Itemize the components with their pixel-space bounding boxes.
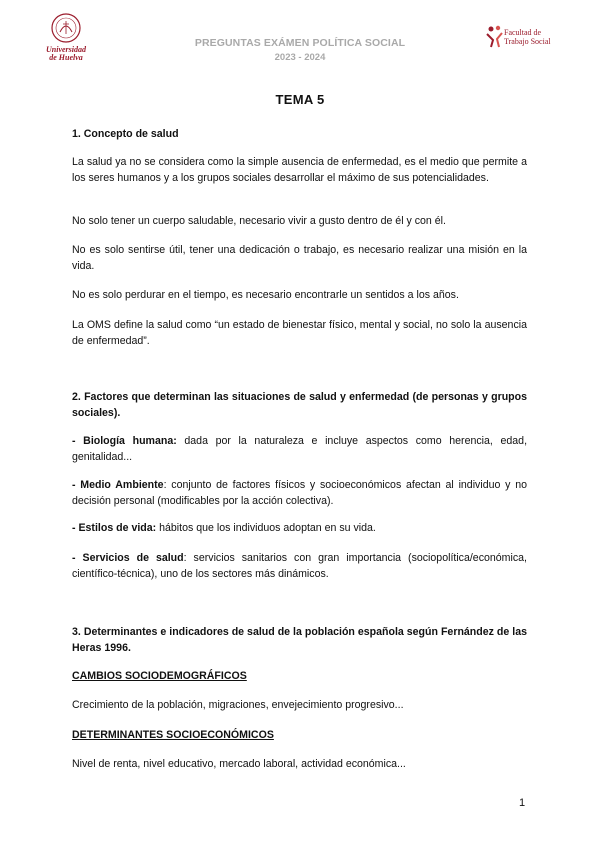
factor-item <box>72 550 527 582</box>
section-1-heading: 1. Concepto de salud <box>72 128 179 140</box>
section-1-paragraph: No es solo sentirse útil, tener una dedicación o trabajo, es necesario realizar una misión en la vida. <box>72 244 527 272</box>
section-2-heading: 2. Factores que determinan las situaciones de salud y enfermedad (de personas y grupos sociales). <box>72 391 527 419</box>
university-seal-icon <box>40 12 92 46</box>
section-3-heading: 3. Determinantes e indicadores de salud de la población española según Fernández de las Heras 1996. <box>72 626 527 654</box>
subsection-text: Nivel de renta, nivel educativo, mercado laboral, actividad económica... <box>72 758 406 770</box>
subsection-text: Crecimiento de la población, migraciones, envejecimiento progresivo... <box>72 699 404 711</box>
factor-label: - Servicios de salud <box>72 552 184 564</box>
document-header <box>150 37 450 63</box>
faculty-figure-icon <box>485 24 505 48</box>
factor-item <box>72 477 527 509</box>
university-wordmark: Universidad de Huelva <box>46 45 86 62</box>
header-title: PREGUNTAS EXÁMEN POLÍTICA SOCIAL <box>194 37 406 49</box>
factor-text: : servicios sanitarios con gran importancia (sociopolítica/económica, científico-técnica), uno de los sectores más dinámicos. <box>72 552 527 580</box>
factor-item <box>72 520 527 536</box>
section-1-paragraph: No es solo perdurar en el tiempo, es necesario encontrarle un sentidos a los años. <box>72 289 459 301</box>
page-number: 1 <box>519 797 526 809</box>
section-1-paragraph: La OMS define la salud como “un estado de bienestar físico, mental y social, no solo la ausencia de enfermedad”. <box>72 319 527 347</box>
factor-label: - Biología humana: <box>72 435 177 447</box>
page-title: TEMA 5 <box>275 92 325 107</box>
factor-item <box>72 433 527 465</box>
factor-label: - Estilos de vida: <box>72 522 157 534</box>
subsection-title: CAMBIOS SOCIODEMOGRÁFICOS <box>72 670 247 682</box>
factor-text: dada por la naturaleza e incluye aspectos como herencia, edad, genitalidad... <box>72 435 528 463</box>
factor-text: hábitos que los individuos adoptan en su vida. <box>156 522 376 534</box>
factor-text: : conjunto de factores físicos y socioeconómicos afectan al individuo y no decisión personal (modificables por la acción colectiva). <box>72 479 528 507</box>
factor-label: - Medio Ambiente <box>72 479 164 491</box>
university-logo <box>40 12 90 70</box>
faculty-wordmark: Facultad de Trabajo Social <box>504 28 551 46</box>
faculty-logo <box>485 24 575 50</box>
subsection-title: DETERMINANTES SOCIOECONÓMICOS <box>72 729 274 741</box>
section-1-paragraph: La salud ya no se considera como la simple ausencia de enfermedad, es el medio que permite a los seres humanos y a los grupos sociales desarrollar el máximo de sus potencialidades. <box>72 156 527 184</box>
section-1-paragraph: No solo tener un cuerpo saludable, necesario vivir a gusto dentro de él y con él. <box>72 215 446 227</box>
header-year: 2023 - 2024 <box>274 52 326 63</box>
